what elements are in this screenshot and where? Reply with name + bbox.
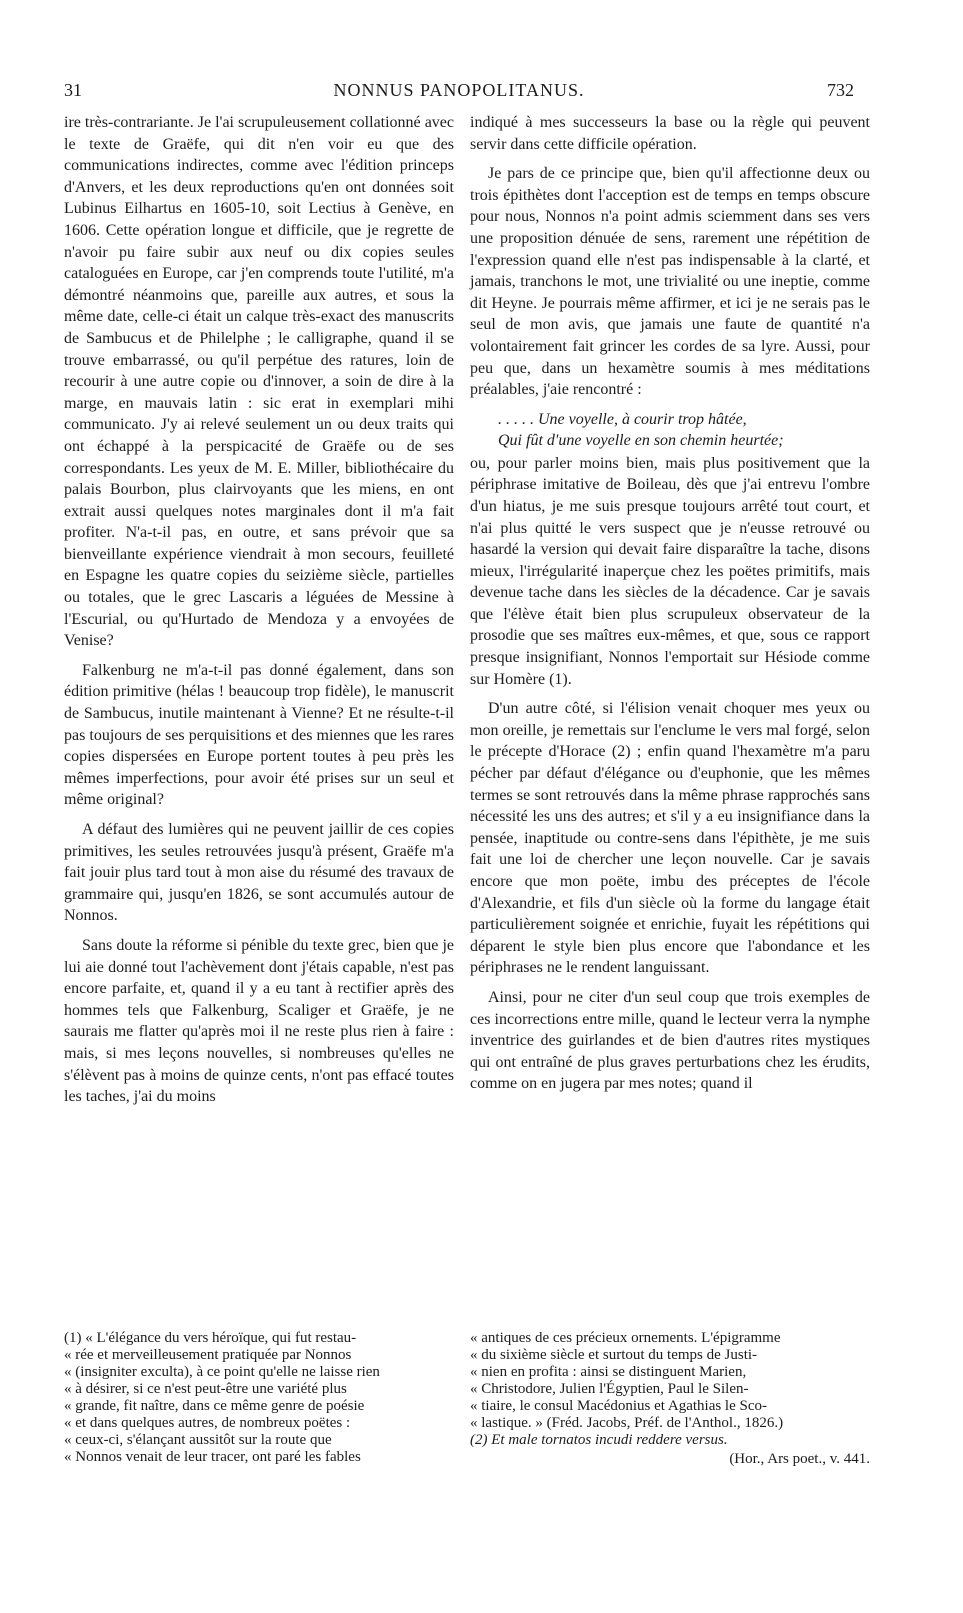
footnote-line: (2) Et male tornatos incudi reddere versus. bbox=[470, 1432, 728, 1448]
paragraph: Sans doute la réforme si pénible du texte grec, bien que je lui aie donné tout l'achèvement dont j'étais capable, n'est pas encore parfaite, et, quand il y a eu tant à rectifier après des hommes tels que Falkenburg, Scaliger et Graëfe, je ne saurais me flatter qu'après moi il ne reste plus rien à faire : mais, si mes leçons nouvelles, si nombreuses qu'elles ne s'élèvent pas à moins de quinze cents, n'ont pas effacé toutes les taches, j'ai du moins bbox=[64, 936, 454, 1106]
footnote-line: « à désirer, si ce n'est peut-être une variété plus bbox=[64, 1381, 347, 1397]
paragraph: Ainsi, pour ne citer d'un seul coup que trois exemples de ces incorrections entre mille, quand le lecteur verra la nymphe inventrice des guirlandes et de bien d'autres rites mystiques qui ont entraîné de plus graves perturbations chez les érudits, comme on en jugera par mes notes; quand il bbox=[470, 988, 870, 1093]
footnote-line: « ceux-ci, s'élançant aussitôt sur la route que bbox=[64, 1432, 332, 1448]
footnote-line: « Nonnos venait de leur tracer, ont paré les fables bbox=[64, 1449, 361, 1465]
footnotes-left bbox=[64, 1330, 454, 1466]
footnote-line: « et dans quelques autres, de nombreux poëtes : bbox=[64, 1415, 351, 1431]
paragraph: Falkenburg ne m'a-t-il pas donné également, dans son édition primitive (hélas ! beaucoup trop fidèle), le manuscrit de Sambucus, inutile maintenant à Vienne? Et ne résulte-t-il pas toujours de ses perquisitions et des miennes que les rares copies dispersées en Europe portent toutes à peu près les mêmes imperfections, pour avoir été prises sur un seul et même original? bbox=[64, 661, 454, 809]
left-column bbox=[64, 112, 454, 1116]
footnote-citation: (Hor., Ars poet., v. 441. bbox=[729, 1451, 870, 1467]
paragraph: Je pars de ce principe que, bien qu'il affectionne deux ou trois épithètes dont l'acception est de temps en temps obscure pour nous, Nonnos n'a point admis sciemment dans ses vers une proposition dénuée de sens, rarement une répétition de l'expression quand elle n'est pas indispensable à la clarté, et jamais, tranchons le mot, une trivialité ou une ineptie, comme dit Heyne. Je pourrais même affirmer, et ici je ne serais pas le seul de mon avis, que jamais une faute de quantité n'a volontairement fait grincer les cordes de sa lyre. Aussi, pour peu que, dans un hexamètre soumis à mes méditations préalables, j'aie rencontré : bbox=[470, 165, 870, 399]
paragraph: ou, pour parler moins bien, mais plus positivement que la périphrase imitative de Boileau, dès que j'ai entrevu l'ombre d'un hiatus, je me suis presque toujours arrêté tout court, et n'ai plus quitté le vers suspect que je n'eusse retrouvé ou hasardé la version qui devait faire disparaître la tache, disons mieux, l'irrégularité inaperçue chez les poëtes primitifs, mais devenue tache dans les siècles de la décadence. Car je savais que l'élève était bien plus scrupuleux observateur de la prosodie que ses maîtres eux-mêmes, et que, sous ce rapport presque insignifiant, Nonnos l'emportait sur Hésiode comme sur Homère (1). bbox=[470, 454, 870, 688]
paragraph: ire très-contrariante. Je l'ai scrupuleusement collationné avec le texte de Graëfe, qui dit n'en voir eu que des communications indirectes, comme avec l'édition princeps d'Anvers, et les deux reproductions qu'en ont données soit Lubinus Eilhartus en 1605-10, soit Lectius à Genève, en 1606. Cette opération longue et difficile, que je regrette de n'avoir pu faire subir aux neuf ou dix copies seules cataloguées en Europe, car j'en comprends toute l'utilité, m'a démontré néanmoins que, pareille aux autres, et sous la même date, celle-ci était un calque très-exact des manuscrits de Sambucus et de Philelphe ; le calligraphe, quand il se trouve embarrassé, ou qu'il perpétue des ratures, loin de recourir à une autre copie ou d'innover, a soin de dire à la marge, en mauvais latin : sic erat in exemplari mihi communicato. J'y ai relevé seulement un ou deux traits qui ont échappé à la perspicacité de Graëfe ou de ses correspondants. Les yeux de M. E. Miller, bibliothécaire du palais Bourbon, plus clairvoyants que les miens, en ont extrait aussi quelques notes marginales dont il m'a fait profiter. N'a-t-il pas, en outre, et sans prévoir que sa bienveillante expérience viendrait à mon secours, feuilleté en Espagne les quatre copies du seizième siècle, partielles ou totales, que le grec Lascaris a léguées de Messine à l'Escurial, ou qu'Hurtado de Mendoza y a envoyées de Venise? bbox=[64, 114, 454, 650]
footnote-line: « Christodore, Julien l'Égyptien, Paul le Silen- bbox=[470, 1381, 749, 1397]
verse-line: . . . . . Une voyelle, à courir trop hâtée, bbox=[498, 410, 747, 428]
footnote-line: « lastique. » (Fréd. Jacobs, Préf. de l'Anthol., 1826.) bbox=[470, 1415, 784, 1431]
footnote-line: « du sixième siècle et surtout du temps de Justi- bbox=[470, 1347, 758, 1363]
paragraph: D'un autre côté, si l'élision venait choquer mes yeux ou mon oreille, je remettais sur l'enclume le vers mal forgé, selon le précepte d'Horace (2) ; enfin quand l'hexamètre m'a paru pécher par défaut d'élégance ou d'euphonie, que les mêmes termes se sont retrouvés dans la même phrase rapprochés sans nécessité les uns des autres; et s'il y a eu insignifiance dans la pensée, inaptitude ou contre-sens dans l'épithète, je me suis fait une loi de chercher une leçon nouvelle. Car je savais encore que mon poëte, imbu des préceptes de l'école d'Alexandrie, et fils d'un siècle où la forme du langage était particulièrement soignée et enrichie, fuyait les répétitions qui déparent le style bien plus encore que l'abondance et les périphrases ne le rendent languissant. bbox=[470, 700, 870, 977]
page-number-left: 31 bbox=[64, 80, 82, 100]
footnote-line: « antiques de ces précieux ornements. L'épigramme bbox=[470, 1330, 781, 1346]
footnote-line: « rée et merveilleusement pratiquée par Nonnos bbox=[64, 1347, 352, 1363]
footnotes-right bbox=[470, 1330, 870, 1468]
right-column bbox=[470, 112, 870, 1103]
page-number-right: 732 bbox=[827, 80, 854, 100]
paragraph: indiqué à mes successeurs la base ou la règle qui peuvent servir dans cette difficile opération. bbox=[470, 114, 870, 153]
footnote-line: « grande, fit naître, dans ce même genre de poésie bbox=[64, 1398, 365, 1414]
verse-quotation bbox=[470, 409, 870, 451]
verse-line: Qui fût d'une voyelle en son chemin heurtée; bbox=[498, 431, 784, 449]
running-header bbox=[64, 80, 854, 106]
footnote-line: « (insigniter exculta), à ce point qu'elle ne laisse rien bbox=[64, 1364, 380, 1380]
footnote-line: « tiaire, le consul Macédonius et Agathias le Sco- bbox=[470, 1398, 768, 1414]
paragraph: A défaut des lumières qui ne peuvent jaillir de ces copies primitives, les seules retrouvées jusqu'à présent, Graëfe m'a fait jouir plus tard tout à mon aise du résumé des travaux de grammaire qui, jusqu'en 1826, se sont accumulés autour de Nonnos. bbox=[64, 821, 454, 925]
running-title: NONNUS PANOPOLITANUS. bbox=[333, 80, 585, 100]
footnote-line: (1) « L'élégance du vers héroïque, qui fut restau- bbox=[64, 1330, 357, 1346]
footnote-line: « nien en profita : ainsi se distinguent Marien, bbox=[470, 1364, 747, 1380]
